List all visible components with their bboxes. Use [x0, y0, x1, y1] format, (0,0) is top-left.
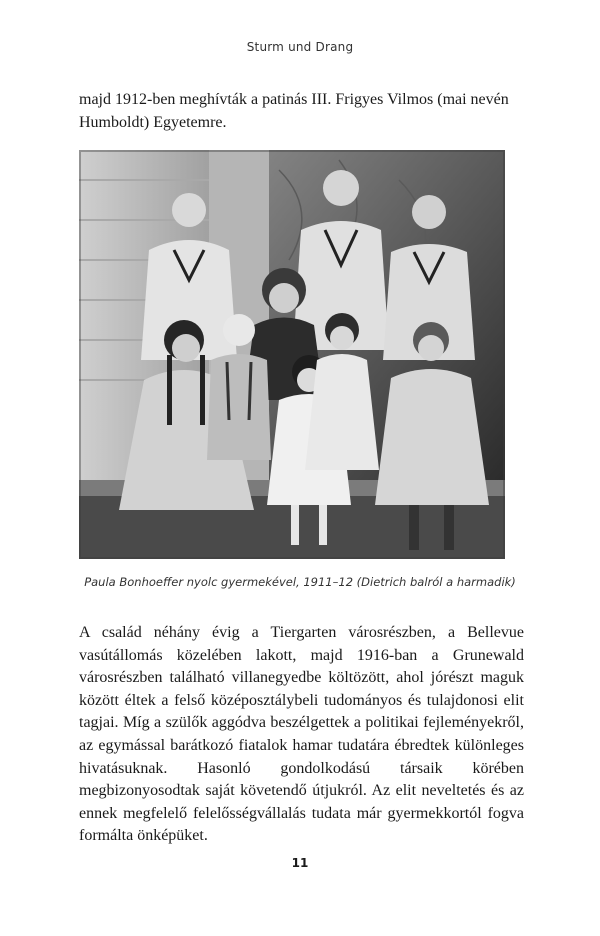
intro-paragraph: majd 1912-ben meghívták a patinás III. Frigyes Vilmos (mai nevén Humboldt) Egyetemre. [79, 91, 509, 131]
page-number: 11 [291, 856, 309, 870]
running-header: Sturm und Drang [246, 40, 354, 54]
family-photo [79, 150, 505, 559]
body-paragraph: A család néhány évig a Tiergarten városrészben, a Bellevue vasútállomás közelében lakott, majd 1916-ban a Grunewald városrészben található villanegyedbe költözött, ahol jórészt maguk között éltek a felső középosztálybeli tudományos és tulajdonosi elit tagjai. Míg a szülők aggódva beszélgettek a politikai fejleményekről, az egymással barátkozó fiatalok hamar tudatára ébredtek különleges hivatásuknak. Hasonló gondolkodású társaik körében megbizonyosodtak saját követendő útjukról. Az elit neveltetés és az ennek megfelelő felelősségvállalás tudata már gyermekkortól fogva formálta önképüket. [79, 624, 524, 845]
photo-caption: Paula Bonhoeffer nyolc gyermekével, 1911–12 (Dietrich balról a harmadik) [84, 575, 516, 589]
photo-illustration [79, 150, 505, 559]
